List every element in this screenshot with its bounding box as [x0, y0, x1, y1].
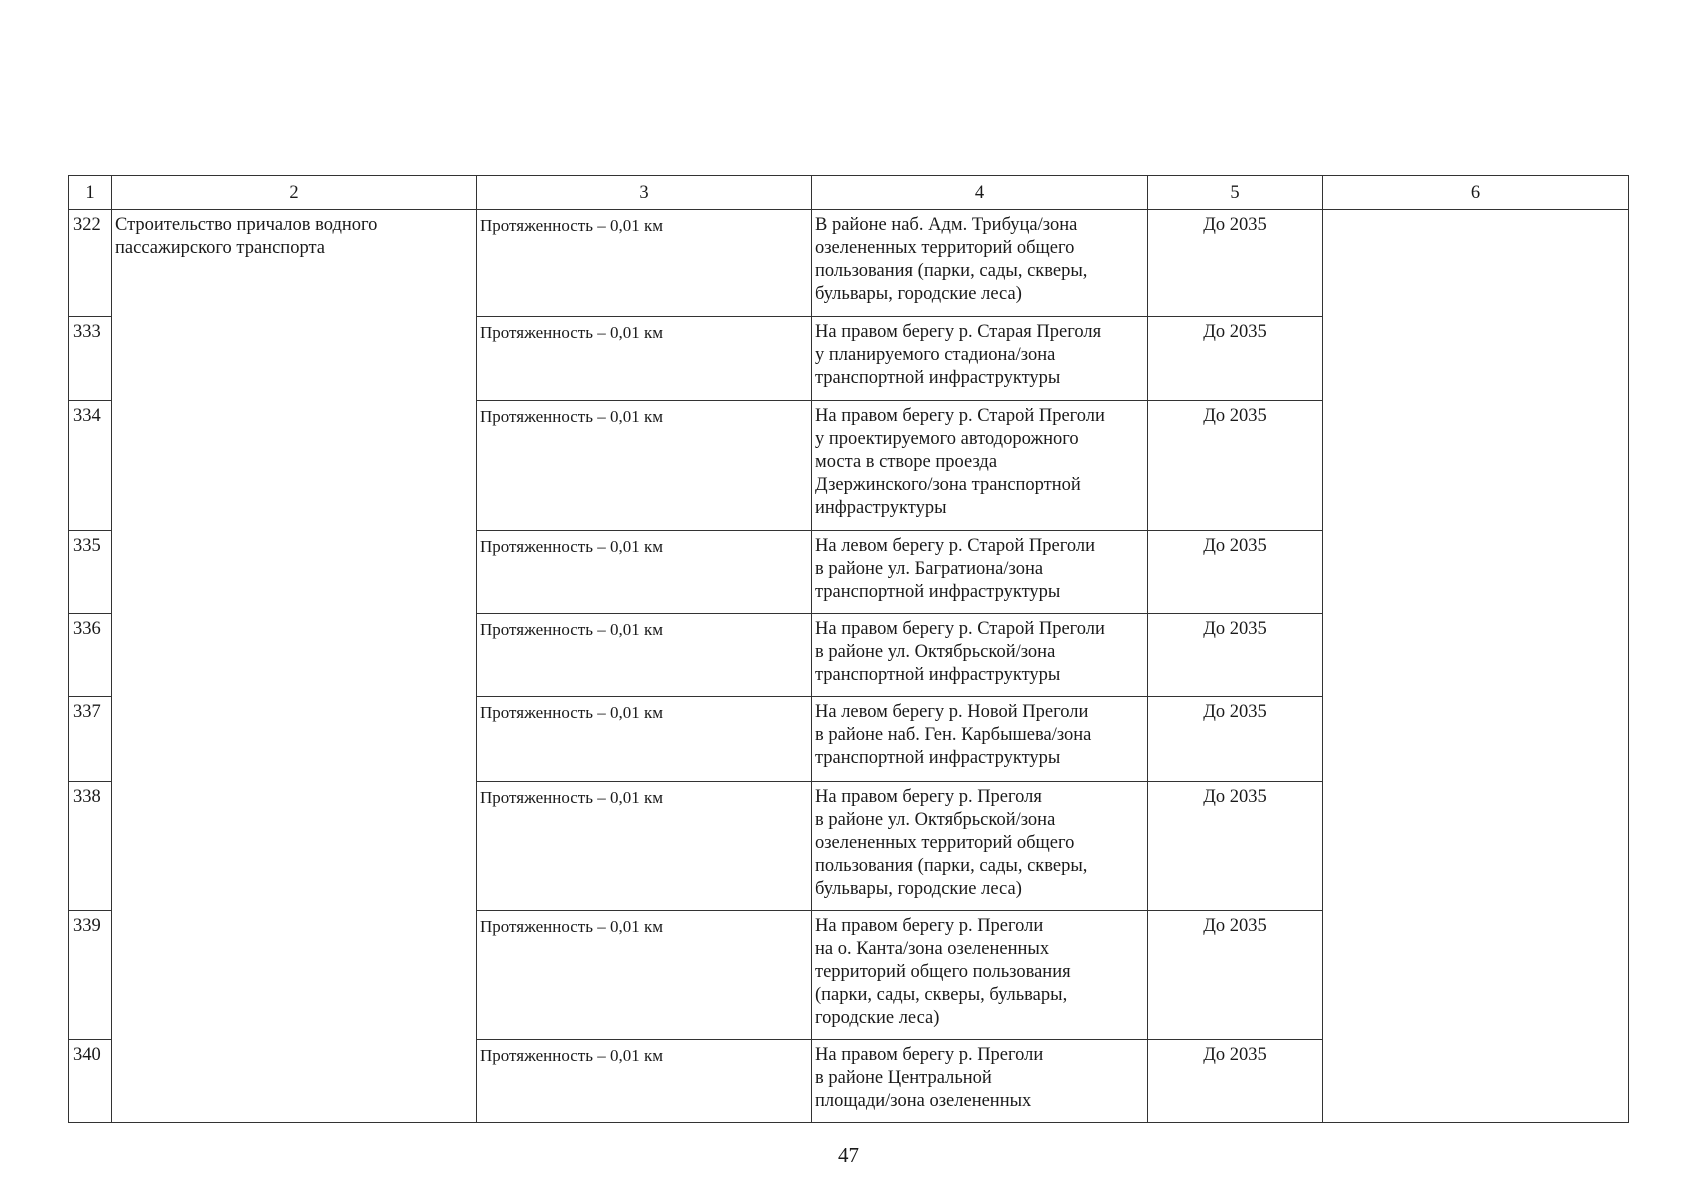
column-header-5: 5 — [1148, 176, 1323, 210]
table-row — [69, 210, 1629, 317]
parameter-cell: Протяженность – 0,01 км — [477, 911, 812, 1040]
row-number: 333 — [69, 317, 112, 401]
term-cell: До 2035 — [1148, 614, 1323, 697]
term-cell: До 2035 — [1148, 210, 1323, 317]
term-cell: До 2035 — [1148, 782, 1323, 911]
column-header-4: 4 — [812, 176, 1148, 210]
location-cell: На правом берегу р. Старой Преголи у проектируемого автодорожного моста в створе проезда Дзержинского/зона транспортной инфраструктуры — [812, 401, 1148, 531]
row-number: 334 — [69, 401, 112, 531]
parameter-cell: Протяженность – 0,01 км — [477, 531, 812, 614]
column-header-6: 6 — [1323, 176, 1629, 210]
row-number: 337 — [69, 697, 112, 782]
term-cell: До 2035 — [1148, 1040, 1323, 1123]
location-cell: На правом берегу р. Преголи в районе Центральной площади/зона озелененных — [812, 1040, 1148, 1123]
document-table — [68, 175, 1629, 1123]
term-cell: До 2035 — [1148, 697, 1323, 782]
activity-cell: Строительство причалов водного пассажирского транспорта — [112, 210, 477, 1123]
table-header-row — [69, 176, 1629, 210]
location-cell: На правом берегу р. Старая Преголя у планируемого стадиона/зона транспортной инфраструктуры — [812, 317, 1148, 401]
term-cell: До 2035 — [1148, 401, 1323, 531]
parameter-cell: Протяженность – 0,01 км — [477, 210, 812, 317]
location-cell: На правом берегу р. Преголи на о. Канта/зона озелененных территорий общего пользования (парки, сады, скверы, бульвары, городские леса) — [812, 911, 1148, 1040]
row-number: 322 — [69, 210, 112, 317]
page-number: 47 — [838, 1143, 859, 1167]
row-number: 338 — [69, 782, 112, 911]
location-cell: На правом берегу р. Преголя в районе ул. Октябрьской/зона озелененных территорий общего пользования (парки, сады, скверы, бульвары, городские леса) — [812, 782, 1148, 911]
location-cell: В районе наб. Адм. Трибуца/зона озелененных территорий общего пользования (парки, сады, скверы, бульвары, городские леса) — [812, 210, 1148, 317]
parameter-cell: Протяженность – 0,01 км — [477, 614, 812, 697]
row-number: 340 — [69, 1040, 112, 1123]
row-number: 336 — [69, 614, 112, 697]
parameter-cell: Протяженность – 0,01 км — [477, 317, 812, 401]
location-cell: На левом берегу р. Новой Преголи в районе наб. Ген. Карбышева/зона транспортной инфраструктуры — [812, 697, 1148, 782]
location-cell: На правом берегу р. Старой Преголи в районе ул. Октябрьской/зона транспортной инфраструктуры — [812, 614, 1148, 697]
term-cell: До 2035 — [1148, 531, 1323, 614]
row-number: 335 — [69, 531, 112, 614]
term-cell: До 2035 — [1148, 911, 1323, 1040]
parameter-cell: Протяженность – 0,01 км — [477, 782, 812, 911]
parameter-cell: Протяженность – 0,01 км — [477, 697, 812, 782]
parameter-cell: Протяженность – 0,01 км — [477, 1040, 812, 1123]
parameter-cell: Протяженность – 0,01 км — [477, 401, 812, 531]
row-number: 339 — [69, 911, 112, 1040]
term-cell: До 2035 — [1148, 317, 1323, 401]
column-header-3: 3 — [477, 176, 812, 210]
notes-cell — [1323, 210, 1629, 1123]
location-cell: На левом берегу р. Старой Преголи в районе ул. Багратиона/зона транспортной инфраструктуры — [812, 531, 1148, 614]
column-header-1: 1 — [69, 176, 112, 210]
column-header-2: 2 — [112, 176, 477, 210]
